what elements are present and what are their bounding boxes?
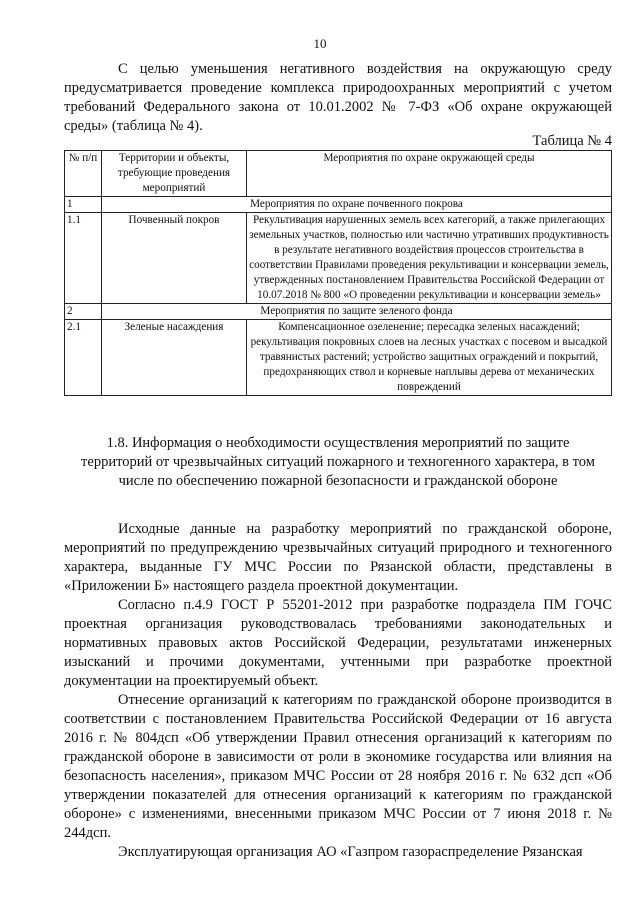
section-heading: 1.8. Информация о необходимости осуществления мероприятий по защите территорий от чрезвычайных ситуаций пожарного и техногенного характера, в том числе по обеспечению пожарной безопасности и гражданской обороне — [81, 435, 595, 489]
row-num: 2.1 — [65, 320, 102, 396]
header-measures: Мероприятия по охране окружающей среды — [247, 151, 612, 197]
table-section-row — [65, 197, 612, 213]
page-number: 10 — [313, 36, 327, 51]
row-num: 1.1 — [65, 213, 102, 304]
section-num: 2 — [65, 304, 102, 320]
table-section-row — [65, 304, 612, 320]
section-title: Мероприятия по охране почвенного покрова — [102, 197, 612, 213]
table-header-row — [65, 151, 612, 197]
table-row — [65, 213, 612, 304]
environmental-measures-table — [64, 150, 612, 396]
section-num: 1 — [65, 197, 102, 213]
section-title: Мероприятия по защите зеленого фонда — [102, 304, 612, 320]
paragraph: Исходные данные на разработку мероприятий по гражданской обороне, мероприятий по предупреждению чрезвычайных ситуаций природного и техногенного характера, выданные ГУ МЧС России по Рязанской области, представлены в «Приложении Б» настоящего раздела проектной документации. — [64, 521, 612, 594]
intro-paragraph: С целью уменьшения негативного воздействия на окружающую среду предусматривается проведение комплекса природоохранных мероприятий с учетом требований Федерального закона от 10.01.2002 № 7-ФЗ «Об охране окружающей среды» (таблица № 4). — [64, 61, 612, 134]
row-object: Зеленые насаждения — [102, 320, 247, 396]
row-measures: Рекультивация нарушенных земель всех категорий, а также прилегающих земельных участков, полностью или частично утративших продуктивность в результате негативного воздействия процессов строительства в соответствии Правилами проведения рекультивации и консервации земель, утвержденных постановлением Правительства Российской Федерации от 10.07.2018 № 800 «О проведении рекультивации и консервации земель» — [247, 213, 612, 304]
table-row — [65, 320, 612, 396]
paragraph: Отнесение организаций к категориям по гражданской обороне производится в соответствии с постановлением Правительства Российской Федерации от 16 августа 2016 г. № 804дсп «Об утверждении Правил отнесения организаций к категориям по гражданской обороне в зависимости от роли в экономике государства или влияния на безопасность населения», приказом МЧС России от 28 ноября 2016 г. № 632 дсп «Об утверждении показателей для отнесения организаций к категориям по гражданской обороне» с изменениями, внесенными приказом МЧС России от 7 июня 2018 г. № 244дсп. — [64, 692, 612, 841]
row-object: Почвенный покров — [102, 213, 247, 304]
table-caption: Таблица № 4 — [532, 133, 612, 149]
header-object: Территории и объекты, требующие проведения мероприятий — [102, 151, 247, 197]
header-num: № п/п — [65, 151, 102, 197]
paragraph: Согласно п.4.9 ГОСТ Р 55201-2012 при разработке подраздела ПМ ГОЧС проектная организация руководствовалась требованиями законодательных и нормативных правовых актов Российской Федерации, результатами инженерных изысканий и прочими документами, учтенными при разработке проектной документации на проектируемый объект. — [64, 597, 612, 689]
body-text — [64, 520, 612, 862]
row-measures: Компенсационное озеленение; пересадка зеленых насаждений; рекультивация покровных слоев на лесных участках с посевом и высадкой травянистых растений; устройство защитных ограждений и покрытий, предохраняющих ствол и корневые наплывы дерева от механических повреждений — [247, 320, 612, 396]
paragraph: Эксплуатирующая организация АО «Газпром газораспределение Рязанская — [118, 844, 583, 860]
